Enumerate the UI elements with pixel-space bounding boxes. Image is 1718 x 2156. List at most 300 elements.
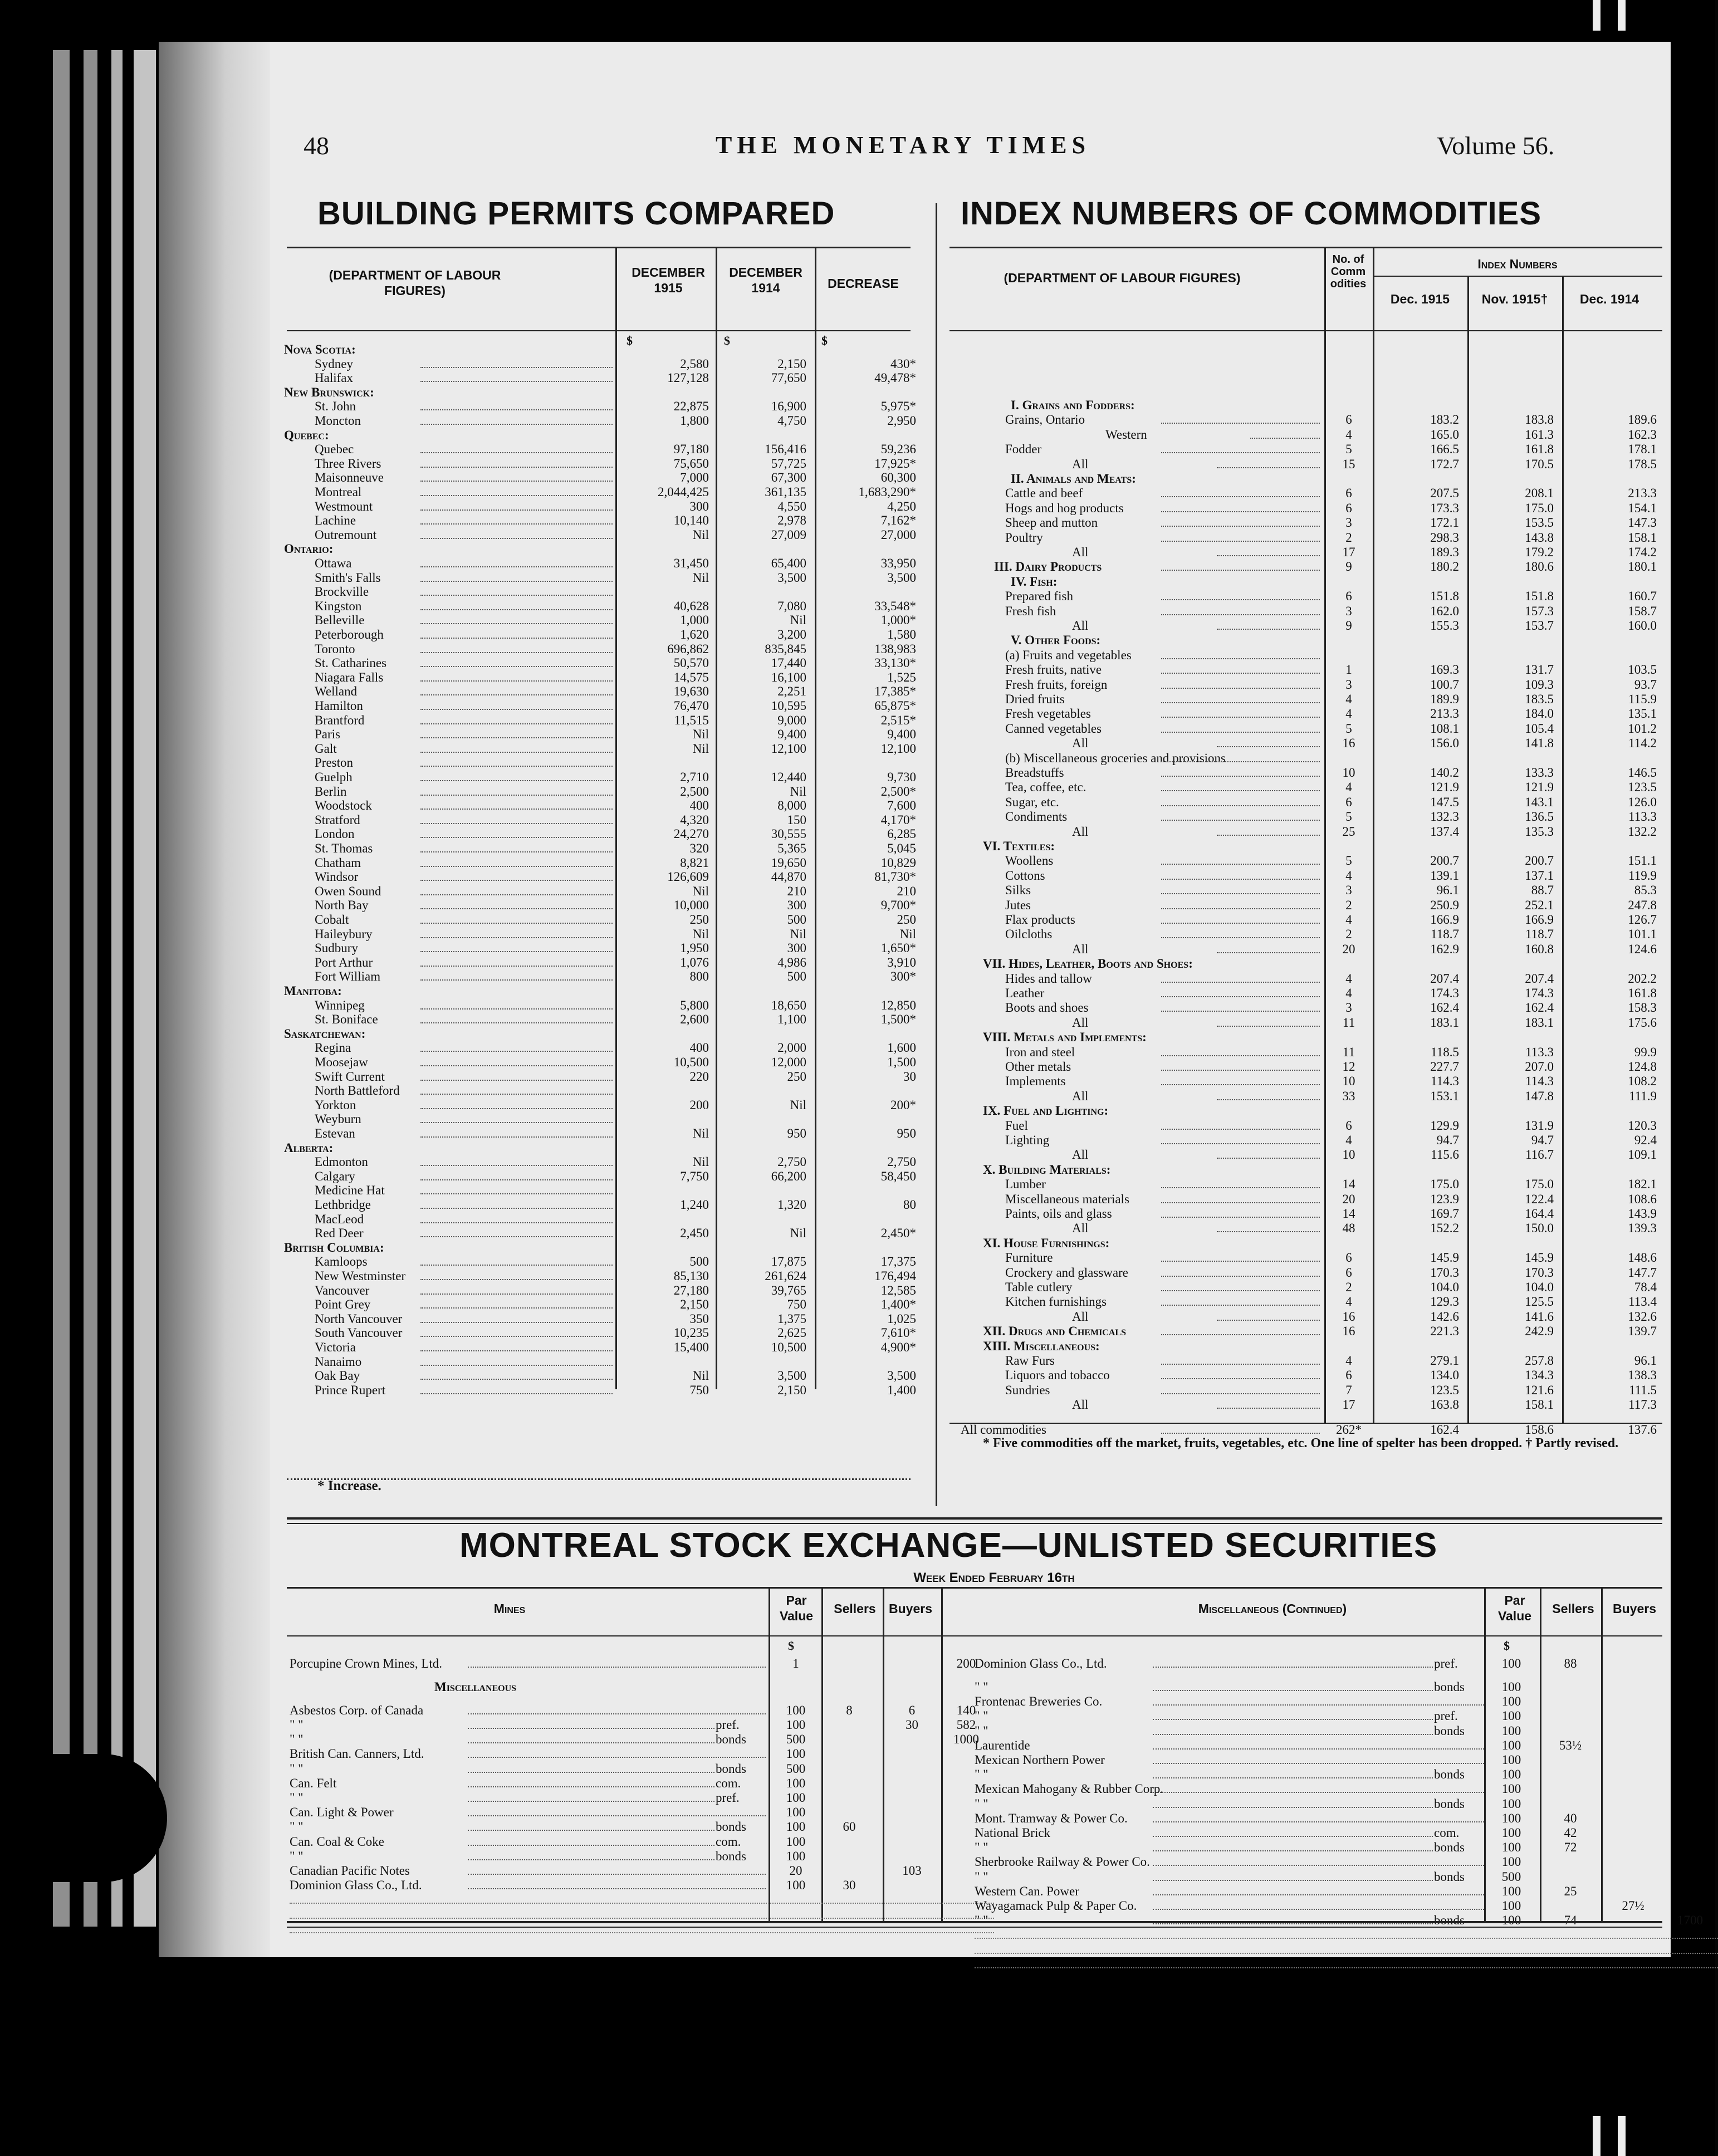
permit-value: 2,500* bbox=[880, 784, 916, 798]
city-label: Port Arthur bbox=[315, 955, 373, 969]
stock-value: 100 bbox=[786, 1878, 806, 1893]
index-value: 252.1 bbox=[1525, 898, 1554, 912]
stock-value: 100 bbox=[786, 1747, 806, 1761]
leader-dots bbox=[420, 798, 613, 810]
city-label: Toronto bbox=[315, 641, 355, 656]
permit-value: 1,800 bbox=[680, 414, 709, 428]
permit-value: 200 bbox=[689, 1097, 709, 1112]
column-rule bbox=[1540, 1589, 1541, 1921]
permit-value: 60,300 bbox=[880, 471, 916, 485]
permit-value: Nil bbox=[790, 1226, 806, 1241]
column-rule bbox=[1373, 248, 1374, 1423]
leader-dots bbox=[1217, 942, 1320, 953]
permit-value: 300 bbox=[787, 941, 806, 955]
permit-value: 17,385* bbox=[874, 684, 916, 699]
city-label: Estevan bbox=[315, 1126, 355, 1140]
index-value: 114.2 bbox=[1628, 736, 1657, 751]
index-value: 4 bbox=[1345, 868, 1352, 883]
permit-value: 10,500 bbox=[673, 1055, 709, 1069]
index-value: 166.5 bbox=[1430, 442, 1459, 457]
permit-value: 1,400 bbox=[887, 1383, 916, 1397]
permit-value: 15,400 bbox=[673, 1340, 709, 1354]
permit-value: 126,609 bbox=[667, 870, 709, 884]
index-value: 151.8 bbox=[1430, 589, 1459, 604]
leader-dots bbox=[1161, 1324, 1320, 1335]
stock-value: 1000 bbox=[953, 1732, 979, 1747]
leader-dots bbox=[420, 1012, 613, 1023]
city-label: Haileybury bbox=[315, 927, 373, 941]
index-value: 113.3 bbox=[1525, 1045, 1554, 1059]
index-value: 165.0 bbox=[1430, 427, 1459, 442]
index-value: 207.5 bbox=[1430, 486, 1459, 501]
permit-value: 11,515 bbox=[674, 713, 709, 727]
commodity-label: Fresh fruits, native bbox=[1005, 663, 1102, 677]
security-name: Mexican Northern Power bbox=[975, 1752, 1105, 1767]
security-class: bonds bbox=[716, 1732, 766, 1747]
column-rule bbox=[1324, 248, 1326, 1423]
index-value: 17 bbox=[1342, 1398, 1355, 1412]
stock-value: 100 bbox=[1501, 1709, 1521, 1723]
rule bbox=[287, 1927, 1662, 1928]
permit-value: 1,076 bbox=[680, 955, 709, 969]
commodity-label: All bbox=[1072, 824, 1089, 839]
permit-value: 2,450 bbox=[680, 1226, 709, 1241]
index-value: 123.5 bbox=[1430, 1383, 1459, 1397]
city-label: Medicine Hat bbox=[315, 1183, 385, 1198]
leader-dots bbox=[420, 1269, 613, 1280]
index-value: 160.8 bbox=[1525, 942, 1554, 956]
index-value: 17 bbox=[1342, 545, 1355, 559]
stocks-subtitle: Week Ended February 16th bbox=[913, 1570, 1075, 1585]
commodity-label: Sheep and mutton bbox=[1005, 516, 1098, 530]
index-value: 183.5 bbox=[1525, 692, 1554, 706]
index-value: 104.0 bbox=[1430, 1280, 1459, 1294]
permit-value: 39,765 bbox=[771, 1283, 806, 1297]
index-value: 161.3 bbox=[1525, 427, 1554, 442]
unit-symbol: $ bbox=[724, 334, 730, 347]
leader-dots bbox=[1161, 1133, 1320, 1144]
index-value: 135.3 bbox=[1525, 824, 1554, 839]
commodity-group: IX. Fuel and Lighting: bbox=[983, 1104, 1109, 1118]
index-value: 200.7 bbox=[1525, 854, 1554, 868]
permit-value: 2,150 bbox=[777, 1383, 806, 1397]
stock-value: 1700 bbox=[1677, 1913, 1703, 1928]
city-label: Edmonton bbox=[315, 1155, 368, 1169]
leader-dots bbox=[1217, 736, 1320, 747]
index-value: 109.1 bbox=[1628, 1148, 1657, 1162]
leader-dots bbox=[1161, 898, 1320, 909]
index-value: 163.8 bbox=[1430, 1398, 1459, 1412]
commodity-label: Fresh fruits, foreign bbox=[1005, 677, 1108, 692]
index-value: 262* bbox=[1336, 1422, 1362, 1437]
city-label: Brantford bbox=[315, 713, 365, 727]
security-name: Can. Light & Power bbox=[290, 1805, 394, 1820]
index-value: 257.8 bbox=[1525, 1354, 1554, 1368]
commodity-label: Other metals bbox=[1005, 1060, 1071, 1074]
index-value: 5 bbox=[1345, 442, 1352, 457]
commodity-label: (a) Fruits and vegetables bbox=[1005, 648, 1132, 662]
index-value: 126.0 bbox=[1628, 795, 1657, 809]
city-label: Kamloops bbox=[315, 1255, 368, 1269]
permit-value: 16,900 bbox=[771, 399, 806, 414]
permit-value: 59,236 bbox=[880, 442, 916, 457]
stock-value: 100 bbox=[1501, 1767, 1521, 1782]
leader-dots bbox=[1217, 1148, 1320, 1159]
leader-dots bbox=[420, 1084, 613, 1095]
permit-value: 2,950 bbox=[887, 414, 916, 428]
index-value: 137.1 bbox=[1525, 868, 1554, 883]
col-dec1915: DECEMBER 1915 bbox=[632, 265, 705, 295]
index-value: 175.6 bbox=[1628, 1015, 1657, 1030]
index-value: 180.6 bbox=[1525, 560, 1554, 574]
index-value: 9 bbox=[1345, 619, 1352, 633]
leader-dots bbox=[1250, 428, 1320, 439]
index-value: 14 bbox=[1342, 1177, 1355, 1192]
index-value: 175.0 bbox=[1430, 1177, 1459, 1192]
permit-value: 12,585 bbox=[880, 1283, 916, 1297]
index-value: 120.3 bbox=[1628, 1118, 1657, 1133]
province-heading: Manitoba: bbox=[284, 984, 342, 998]
stock-value: 100 bbox=[1501, 1782, 1521, 1796]
permit-value: 9,000 bbox=[777, 713, 806, 727]
city-label: Halifax bbox=[315, 371, 353, 385]
index-value: 14 bbox=[1342, 1207, 1355, 1221]
leader-dots bbox=[420, 742, 613, 753]
permit-value: 8,821 bbox=[680, 855, 709, 870]
commodity-label: Canned vegetables bbox=[1005, 721, 1102, 736]
index-value: 133.3 bbox=[1525, 766, 1554, 780]
commodity-label: All bbox=[1072, 1015, 1089, 1030]
stock-value: 100 bbox=[1501, 1855, 1521, 1869]
permit-value: 2,500 bbox=[680, 784, 709, 798]
leader-dots bbox=[975, 1928, 1718, 1939]
commodity-label: Kitchen furnishings bbox=[1005, 1295, 1107, 1309]
index-value: 141.6 bbox=[1525, 1309, 1554, 1324]
index-value: 6 bbox=[1345, 501, 1352, 515]
stock-value: 60 bbox=[843, 1820, 856, 1834]
leader-dots bbox=[468, 1864, 766, 1875]
leader-dots bbox=[1217, 1016, 1320, 1027]
permit-value: 49,478* bbox=[874, 371, 916, 385]
column-rule bbox=[936, 203, 937, 1506]
stock-value: 100 bbox=[1501, 1694, 1521, 1709]
security-name: British Can. Canners, Ltd. bbox=[290, 1747, 424, 1761]
city-label: Chatham bbox=[315, 855, 361, 870]
permit-value: 44,870 bbox=[771, 870, 806, 884]
security-name: " " bbox=[290, 1761, 304, 1776]
column-rule bbox=[1467, 276, 1469, 1423]
leader-dots bbox=[1161, 648, 1320, 659]
leader-dots bbox=[1161, 1074, 1320, 1085]
unit-symbol: $ bbox=[1504, 1639, 1510, 1653]
index-value: 33 bbox=[1342, 1089, 1355, 1103]
leader-dots bbox=[1161, 1119, 1320, 1130]
city-label: London bbox=[315, 827, 355, 841]
index-value: 93.7 bbox=[1634, 677, 1657, 692]
index-value: 189.9 bbox=[1430, 692, 1459, 706]
leader-dots bbox=[420, 827, 613, 838]
permit-value: 22,875 bbox=[673, 399, 709, 414]
city-label: Point Grey bbox=[315, 1297, 371, 1312]
city-label: Sudbury bbox=[315, 941, 358, 955]
stock-value: 27½ bbox=[1622, 1898, 1644, 1913]
leader-dots bbox=[1153, 1782, 1484, 1793]
index-value: 161.8 bbox=[1628, 986, 1657, 1000]
leader-dots bbox=[420, 1098, 613, 1109]
index-value: 189.3 bbox=[1430, 545, 1459, 559]
col-buyers-right: Buyers bbox=[1613, 1601, 1656, 1616]
permit-value: 17,440 bbox=[771, 656, 806, 670]
leader-dots bbox=[1217, 1089, 1320, 1100]
commodity-label: Grains, Ontario bbox=[1005, 413, 1085, 427]
leader-dots bbox=[1161, 604, 1320, 615]
leader-dots bbox=[420, 1255, 613, 1266]
city-label: Westmount bbox=[315, 499, 373, 513]
rule bbox=[287, 1587, 1662, 1589]
permit-value: 80 bbox=[903, 1198, 916, 1212]
city-label: Hamilton bbox=[315, 699, 363, 713]
index-value: 4 bbox=[1345, 707, 1352, 721]
col-index-numbers: Index Numbers bbox=[1477, 257, 1558, 271]
security-name: " " bbox=[290, 1791, 304, 1805]
permit-value: 7,162* bbox=[880, 513, 916, 528]
stock-value: 100 bbox=[1501, 1913, 1521, 1928]
permit-value: 750 bbox=[689, 1383, 709, 1397]
index-value: 129.3 bbox=[1430, 1295, 1459, 1309]
rule bbox=[949, 247, 1662, 248]
province-heading: Saskatchewan: bbox=[284, 1026, 366, 1041]
leader-dots bbox=[1161, 972, 1320, 983]
index-value: 141.8 bbox=[1525, 736, 1554, 751]
security-name: National Brick bbox=[975, 1825, 1051, 1840]
index-value: 172.1 bbox=[1430, 516, 1459, 530]
commodity-label: Poultry bbox=[1005, 530, 1043, 545]
index-value: 129.9 bbox=[1430, 1118, 1459, 1133]
commodity-group: VII. Hides, Leather, Boots and Shoes: bbox=[983, 957, 1193, 971]
commodity-group: X. Building Materials: bbox=[983, 1162, 1111, 1177]
col-dec1915-idx: Dec. 1915 bbox=[1390, 292, 1450, 306]
index-value: 4 bbox=[1345, 971, 1352, 986]
commodity-label: Cattle and beef bbox=[1005, 486, 1083, 501]
permit-value: 300 bbox=[689, 499, 709, 513]
permit-value: 3,500 bbox=[887, 570, 916, 585]
permit-value: 1,100 bbox=[777, 1012, 806, 1027]
leader-dots bbox=[1161, 1368, 1320, 1379]
permit-value: 950 bbox=[897, 1126, 916, 1140]
index-value: 88.7 bbox=[1531, 883, 1554, 898]
commodity-label: All commodities bbox=[961, 1422, 1046, 1437]
index-value: 207.0 bbox=[1525, 1060, 1554, 1074]
index-value: 3 bbox=[1345, 883, 1352, 898]
col-nov1915-idx: Nov. 1915† bbox=[1481, 292, 1548, 306]
permit-value: 1,375 bbox=[777, 1311, 806, 1326]
city-label: Sydney bbox=[315, 356, 353, 371]
security-name: Frontenac Breweries Co. bbox=[975, 1694, 1103, 1709]
leader-dots bbox=[1217, 619, 1320, 630]
stock-value: 582 bbox=[956, 1718, 976, 1732]
index-value: 178.5 bbox=[1628, 457, 1657, 471]
index-value: 135.1 bbox=[1628, 707, 1657, 721]
permit-value: 33,548* bbox=[874, 599, 916, 613]
leader-dots bbox=[1161, 927, 1320, 938]
leader-dots bbox=[1161, 986, 1320, 997]
permit-value: 33,950 bbox=[880, 556, 916, 570]
permit-value: 2,515* bbox=[880, 713, 916, 727]
commodity-label: All bbox=[1072, 1089, 1089, 1103]
permit-value: 19,630 bbox=[673, 684, 709, 699]
index-value: 152.2 bbox=[1430, 1221, 1459, 1236]
film-mark bbox=[1618, 0, 1626, 31]
permit-value: 2,750 bbox=[777, 1155, 806, 1169]
permit-value: 2,000 bbox=[777, 1041, 806, 1055]
index-value: 153.1 bbox=[1430, 1089, 1459, 1103]
city-label: South Vancouver bbox=[315, 1326, 403, 1340]
security-name: " " bbox=[975, 1709, 988, 1723]
city-label: Owen Sound bbox=[315, 884, 381, 898]
leader-dots bbox=[1161, 913, 1320, 924]
commodity-label: All bbox=[1072, 1398, 1089, 1412]
permit-value: 17,875 bbox=[771, 1255, 806, 1269]
index-value: 132.6 bbox=[1628, 1309, 1657, 1324]
permit-value: 76,470 bbox=[673, 699, 709, 713]
stock-value: 100 bbox=[1501, 1738, 1521, 1752]
index-value: 20 bbox=[1342, 942, 1355, 956]
index-value: 3 bbox=[1345, 1001, 1352, 1015]
permit-value: 4,250 bbox=[887, 499, 916, 513]
index-value: 2 bbox=[1345, 1280, 1352, 1294]
city-label: New Westminster bbox=[315, 1269, 406, 1283]
column-rule bbox=[615, 248, 617, 1389]
leader-dots bbox=[420, 656, 613, 667]
permit-value: 81,730* bbox=[874, 870, 916, 884]
city-label: Yorkton bbox=[315, 1097, 356, 1112]
security-class: pref. bbox=[1434, 1657, 1484, 1671]
permit-value: Nil bbox=[692, 1155, 709, 1169]
city-label: Moosejaw bbox=[315, 1055, 368, 1069]
index-value: 208.1 bbox=[1525, 486, 1554, 501]
leader-dots bbox=[1161, 1266, 1320, 1277]
index-value: 227.7 bbox=[1430, 1060, 1459, 1074]
film-mark bbox=[1593, 2116, 1600, 2156]
index-value: 134.0 bbox=[1430, 1368, 1459, 1383]
permit-value: 350 bbox=[689, 1311, 709, 1326]
leader-dots bbox=[420, 1283, 613, 1295]
leader-dots bbox=[420, 585, 613, 596]
page-number: 48 bbox=[304, 131, 329, 160]
index-value: 162.4 bbox=[1525, 1001, 1554, 1015]
city-label: North Bay bbox=[315, 898, 369, 913]
stock-value: 100 bbox=[1501, 1796, 1521, 1811]
leader-dots bbox=[420, 1198, 613, 1209]
leader-dots bbox=[1161, 501, 1320, 512]
stock-value: 100 bbox=[786, 1791, 806, 1805]
permit-value: 12,440 bbox=[771, 770, 806, 784]
permit-value: 65,875* bbox=[874, 699, 916, 713]
permit-value: Nil bbox=[692, 527, 709, 542]
commodities-title: INDEX NUMBERS OF COMMODITIES bbox=[961, 195, 1542, 232]
commodity-label: Flax products bbox=[1005, 913, 1075, 927]
commodity-label: Table cutlery bbox=[1005, 1280, 1073, 1294]
leader-dots bbox=[1161, 516, 1320, 527]
leader-dots bbox=[420, 1212, 613, 1223]
permit-value: 5,045 bbox=[887, 841, 916, 855]
index-value: 4 bbox=[1345, 986, 1352, 1000]
index-value: 132.2 bbox=[1628, 824, 1657, 839]
city-label: Three Rivers bbox=[315, 456, 381, 471]
index-value: 121.9 bbox=[1525, 780, 1554, 795]
commodity-label: Fresh vegetables bbox=[1005, 707, 1091, 721]
leader-dots bbox=[420, 1355, 613, 1366]
stock-value: 100 bbox=[1501, 1657, 1521, 1670]
permit-value: 2,600 bbox=[680, 1012, 709, 1027]
permit-value: 361,135 bbox=[765, 485, 806, 499]
security-name: " " bbox=[975, 1767, 988, 1782]
security-name: " " bbox=[290, 1718, 304, 1732]
index-value: 174.3 bbox=[1430, 986, 1459, 1000]
index-value: 137.4 bbox=[1430, 824, 1459, 839]
province-heading: Alberta: bbox=[284, 1140, 334, 1155]
permit-value: 1,683,290* bbox=[858, 485, 916, 499]
leader-dots bbox=[420, 884, 613, 895]
permit-value: 4,550 bbox=[777, 499, 806, 513]
leader-dots bbox=[420, 756, 613, 767]
commodity-label: Hides and tallow bbox=[1005, 971, 1092, 986]
stock-value: 88 bbox=[1564, 1657, 1577, 1670]
index-value: 169.3 bbox=[1430, 663, 1459, 677]
permit-value: 210 bbox=[897, 884, 916, 898]
index-value: 20 bbox=[1342, 1192, 1355, 1206]
leader-dots bbox=[420, 642, 613, 653]
leader-dots bbox=[1153, 1738, 1484, 1750]
index-value: 114.3 bbox=[1525, 1074, 1554, 1089]
commodity-label: Woollens bbox=[1005, 854, 1054, 868]
commodity-label: Condiments bbox=[1005, 810, 1068, 824]
security-name: Sherbrooke Railway & Power Co. bbox=[975, 1855, 1150, 1869]
leader-dots bbox=[975, 1943, 1718, 1954]
permit-value: 3,200 bbox=[777, 628, 806, 641]
index-value: 182.1 bbox=[1628, 1177, 1657, 1192]
permit-value: 10,829 bbox=[880, 855, 916, 870]
index-value: 174.3 bbox=[1525, 986, 1554, 1000]
index-value: 126.7 bbox=[1628, 913, 1657, 927]
index-value: 147.7 bbox=[1628, 1265, 1657, 1280]
col-sellers-right: Sellers bbox=[1552, 1601, 1594, 1616]
commodity-label: Fresh fish bbox=[1005, 604, 1056, 618]
index-value: 242.9 bbox=[1525, 1324, 1554, 1339]
leader-dots bbox=[1161, 1383, 1320, 1394]
index-value: 155.3 bbox=[1430, 619, 1459, 633]
security-name: " " bbox=[290, 1820, 304, 1834]
security-name: Porcupine Crown Mines, Ltd. bbox=[290, 1657, 443, 1670]
stock-value: 500 bbox=[786, 1761, 806, 1776]
leader-dots bbox=[420, 870, 613, 881]
security-class: bonds bbox=[1434, 1870, 1484, 1884]
index-value: 111.5 bbox=[1628, 1383, 1657, 1397]
index-value: 115.9 bbox=[1628, 692, 1657, 706]
leader-dots bbox=[420, 471, 613, 482]
commodity-label: All bbox=[1072, 619, 1089, 633]
page-edge bbox=[134, 50, 156, 1927]
index-value: 153.7 bbox=[1525, 619, 1554, 633]
commodity-label: All bbox=[1072, 1309, 1089, 1324]
permit-value: 31,450 bbox=[673, 556, 709, 570]
index-value: 4 bbox=[1345, 1295, 1352, 1309]
leader-dots bbox=[420, 670, 613, 682]
permit-value: 1,025 bbox=[887, 1311, 916, 1326]
index-value: 2 bbox=[1345, 898, 1352, 912]
index-value: 1 bbox=[1345, 663, 1352, 677]
leader-dots bbox=[1161, 1192, 1320, 1203]
